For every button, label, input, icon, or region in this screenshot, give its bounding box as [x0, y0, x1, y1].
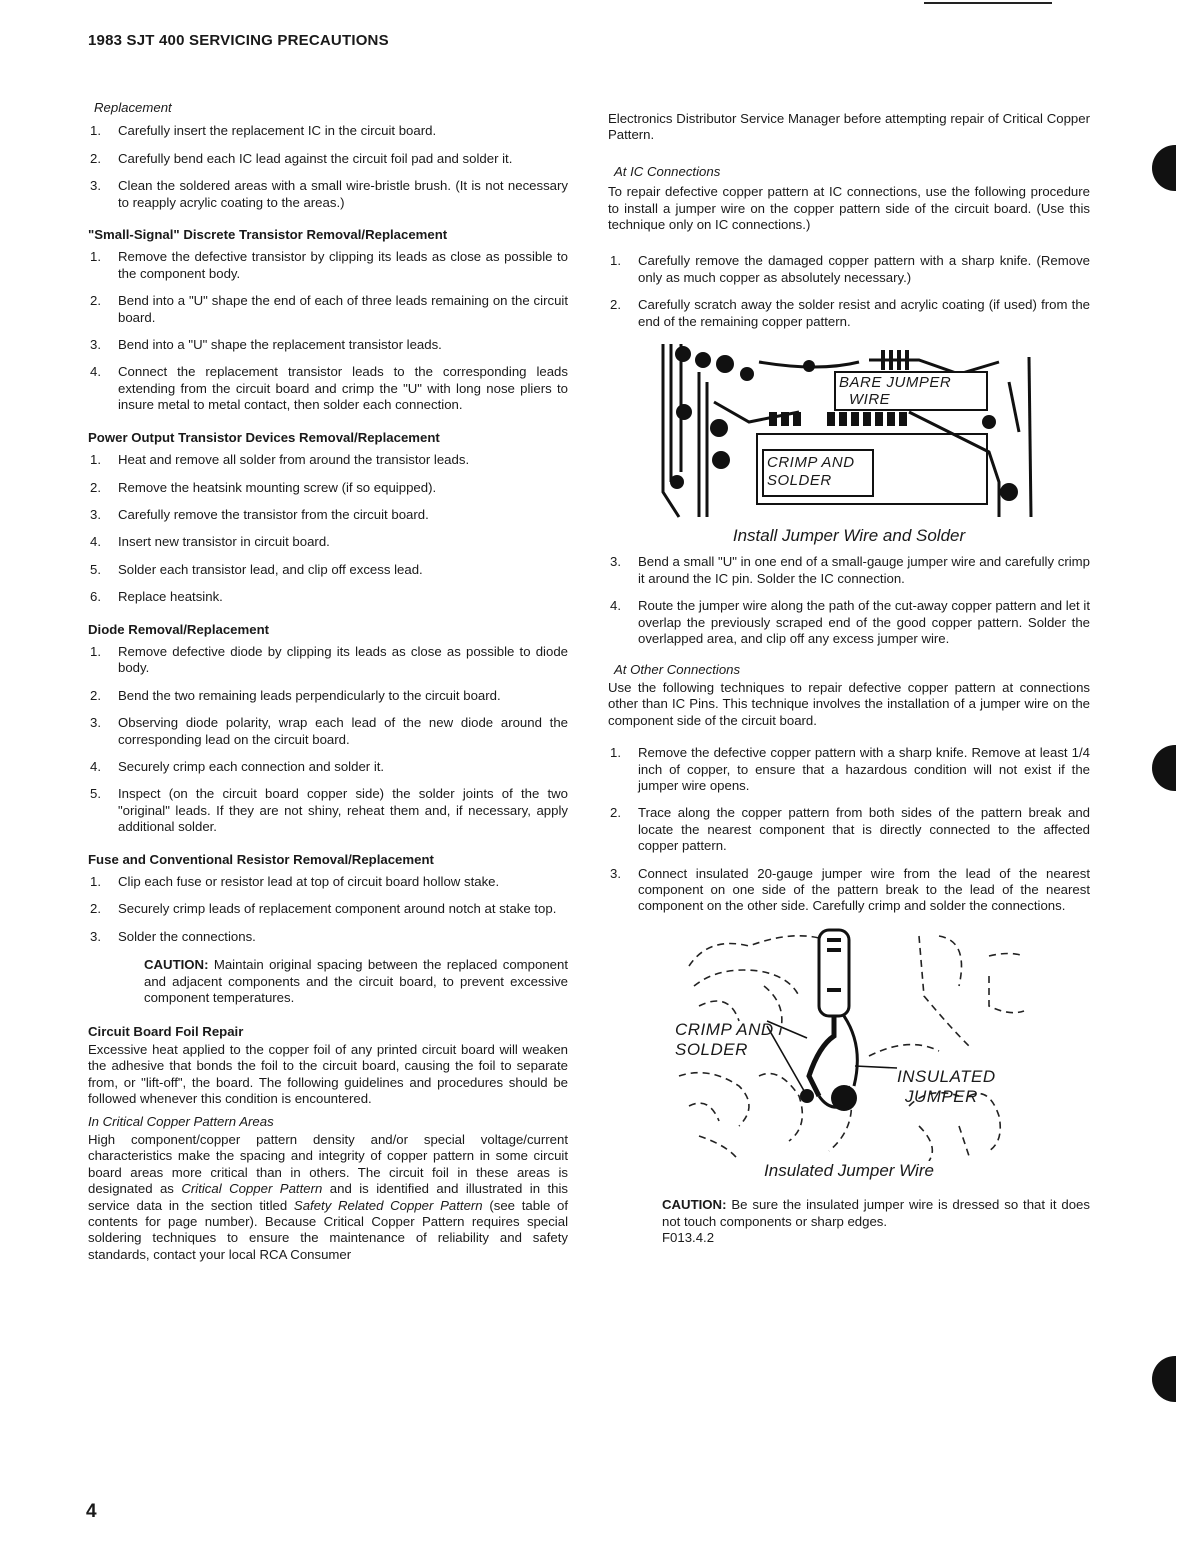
figure-caption: Install Jumper Wire and Solder — [732, 526, 966, 546]
other-body: Use the following techniques to repair defective copper pattern at connections other than IC Pins. This technique involves the installation of a jumper wire on the component side of the circuit board. — [608, 679, 1090, 728]
fuse-caution — [144, 957, 568, 1006]
solder-label: SOLDER — [675, 1039, 748, 1059]
list-item: 1. Carefully remove the damaged copper pattern with a sharp knife. (Remove only as much copper as absolutely necessary.) — [610, 253, 1090, 285]
power-output-heading: Power Output Transistor Devices Removal/Replacement — [88, 429, 440, 445]
diode-steps — [88, 644, 568, 836]
caution-label: CAUTION: — [144, 957, 209, 973]
jumper-caution — [662, 1197, 1090, 1246]
wire-label: WIRE — [849, 391, 891, 409]
list-item: 6. Replace heatsink. — [90, 589, 223, 605]
replacement-heading: Replacement — [94, 100, 172, 115]
small-signal-heading: "Small-Signal" Discrete Transistor Removal/Replacement — [88, 227, 448, 243]
crimp-and-label: CRIMP AND — [767, 454, 855, 472]
list-item: 1. Heat and remove all solder from around the transistor leads. — [90, 452, 470, 468]
other-steps — [608, 745, 1090, 915]
list-item: 2. Carefully scratch away the solder resist and acrylic coating (if used) from the end of the remaining copper pattern. — [610, 297, 1090, 329]
punch-hole-bottom — [1152, 1356, 1176, 1402]
left-column — [88, 100, 568, 1263]
list-item: 2. Trace along the copper pattern from both sides of the pattern break and locate the nearest component that is directly connected to the affected copper pattern. — [610, 805, 1090, 854]
list-item: 4. Securely crimp each connection and solder it. — [90, 758, 385, 774]
caution-label: CAUTION: — [662, 1197, 727, 1213]
document-code: F013.4.2 — [662, 1230, 715, 1245]
list-item: 2. Remove the heatsink mounting screw (if so equipped). — [90, 479, 437, 495]
list-item: 3. Connect insulated 20-gauge jumper wire from the lead of the nearest component on one side of the pattern break to the lead of the nearest component on the other side. Carefully crimp and solder the connections. — [610, 865, 1090, 914]
list-item: 4. Route the jumper wire along the path of the cut-away copper pattern and let it overlap the previously scraped end of the good copper pattern. Solder the overlapped area, and clip off any excess jumper wire. — [610, 598, 1090, 647]
continuation-text: Electronics Distributor Service Manager before attempting repair of Critical Copper Pattern. — [608, 111, 1090, 143]
foil-repair-heading: Circuit Board Foil Repair — [88, 1024, 244, 1040]
caution-text: Be sure the insulated jumper wire is dressed so that it does not touch components or sharp edges. — [662, 1197, 1090, 1229]
list-item: 1. Remove the defective copper pattern with a sharp knife. Remove at least 1/4 inch of copper, to ensure that a hazardous condition will not exist if the jumper wire opens. — [610, 745, 1090, 793]
list-item: 1. Remove the defective transistor by clipping its leads as close as possible to the component body. — [90, 249, 568, 281]
list-item: 2. Carefully bend each IC lead against the circuit foil pad and solder it. — [90, 150, 513, 166]
bare-jumper-label: BARE JUMPER — [839, 374, 952, 392]
list-item: 1. Clip each fuse or resistor lead at top of circuit board hollow stake. — [90, 874, 500, 889]
crimp-and-label: CRIMP AND — [675, 1019, 774, 1039]
list-item: 4. Insert new transistor in circuit board. — [90, 534, 330, 550]
critical-heading: In Critical Copper Pattern Areas — [88, 1114, 274, 1130]
list-item: 3. Clean the soldered areas with a small wire-bristle brush. (It is not necessary to reapply acrylic coating to the areas.) — [90, 178, 568, 210]
page-number: 4 — [86, 1501, 97, 1522]
list-item: 5. Inspect (on the circuit board copper side) the solder joints of the two "original" leads. If they are not shiny, reheat them and, if necessary, apply additional solder. — [90, 786, 568, 835]
list-item: 4. Connect the replacement transistor leads to the corresponding leads extending from the circuit board and crimp the "U" with long nose pliers to insure metal to metal contact, then solder each connection. — [90, 364, 568, 413]
ic-body: To repair defective copper pattern at IC connections, use the following procedure to install a jumper wire on the copper pattern side of the circuit board. (Use this technique only on IC connections.) — [608, 184, 1090, 233]
punch-hole-middle — [1152, 745, 1176, 791]
ic-steps-b — [608, 554, 1090, 647]
small-signal-steps — [88, 249, 568, 413]
fuse-steps — [88, 874, 568, 945]
jumper-wire-figure — [659, 342, 1039, 544]
jumper-label: JUMPER — [905, 1086, 978, 1106]
caution-text: Maintain original spacing between the replaced component and adjacent components and the circuit board, to prevent excessive component temperatures. — [144, 957, 568, 1006]
list-item: 2. Bend the two remaining leads perpendicularly to the circuit board. — [90, 687, 501, 703]
figure-caption: Insulated Jumper Wire — [764, 1160, 934, 1180]
top-rule — [924, 2, 1052, 4]
diode-heading: Diode Removal/Replacement — [88, 621, 270, 637]
list-item: 2. Securely crimp leads of replacement component around notch at stake top. — [90, 901, 557, 917]
insulated-label: INSULATED — [897, 1066, 996, 1086]
list-item: 2. Bend into a "U" shape the end of each of three leads remaining on the circuit board. — [90, 293, 568, 325]
list-item: 5. Solder each transistor lead, and clip off excess lead. — [90, 561, 423, 577]
right-column — [608, 111, 1090, 1246]
ic-circuit-diagram — [659, 342, 1039, 522]
list-item: 3. Carefully remove the transistor from the circuit board. — [90, 506, 429, 522]
list-item: 3. Observing diode polarity, wrap each lead of the new diode around the corresponding lead on the circuit board. — [90, 715, 568, 747]
list-item: 1. Carefully insert the replacement IC in the circuit board. — [90, 123, 437, 139]
ic-heading: At IC Connections — [614, 163, 721, 179]
other-heading: At Other Connections — [614, 661, 741, 677]
fuse-heading: Fuse and Conventional Resistor Removal/Replacement — [88, 851, 434, 867]
solder-label: SOLDER — [767, 472, 832, 490]
insulated-jumper-figure — [669, 926, 1029, 1179]
list-item: 3. Bend a small "U" in one end of a small-gauge jumper wire and carefully crimp it around the IC pin. Solder the IC connection. — [610, 554, 1090, 586]
ic-steps-a — [608, 253, 1090, 330]
punch-hole-top — [1152, 145, 1176, 191]
list-item: 3. Solder the connections. — [90, 928, 256, 944]
foil-repair-body: Excessive heat applied to the copper foil of any printed circuit board will weaken the adhesive that bonds the foil to the circuit board, causing the foil to separate from, or "lift-off", the board. The following guidelines and procedures should be followed whenever this condition is encountered. — [88, 1041, 568, 1107]
page-title: 1983 SJT 400 SERVICING PRECAUTIONS — [88, 32, 389, 49]
list-item: 1. Remove defective diode by clipping its leads as close as possible to diode body. — [90, 643, 568, 676]
list-item: 3. Bend into a "U" shape the replacement transistor leads. — [90, 337, 442, 353]
critical-body: High component/copper pattern density and/or special voltage/current characteristics make the spacing and integrity of copper pattern in some circuit board areas more critical than in others. The circuit foil in these areas is designated as Critical Copper Pattern and is identified and illustrated in this service data in the section titled Safety Related Copper Pattern (see table of contents for page number). Because Critical Copper Pattern requires special soldering techniques to ensure the maintenance of reliability and safety standards, contact your local RCA Consumer — [88, 1131, 568, 1262]
replacement-steps — [88, 123, 568, 211]
power-output-steps — [88, 452, 568, 605]
